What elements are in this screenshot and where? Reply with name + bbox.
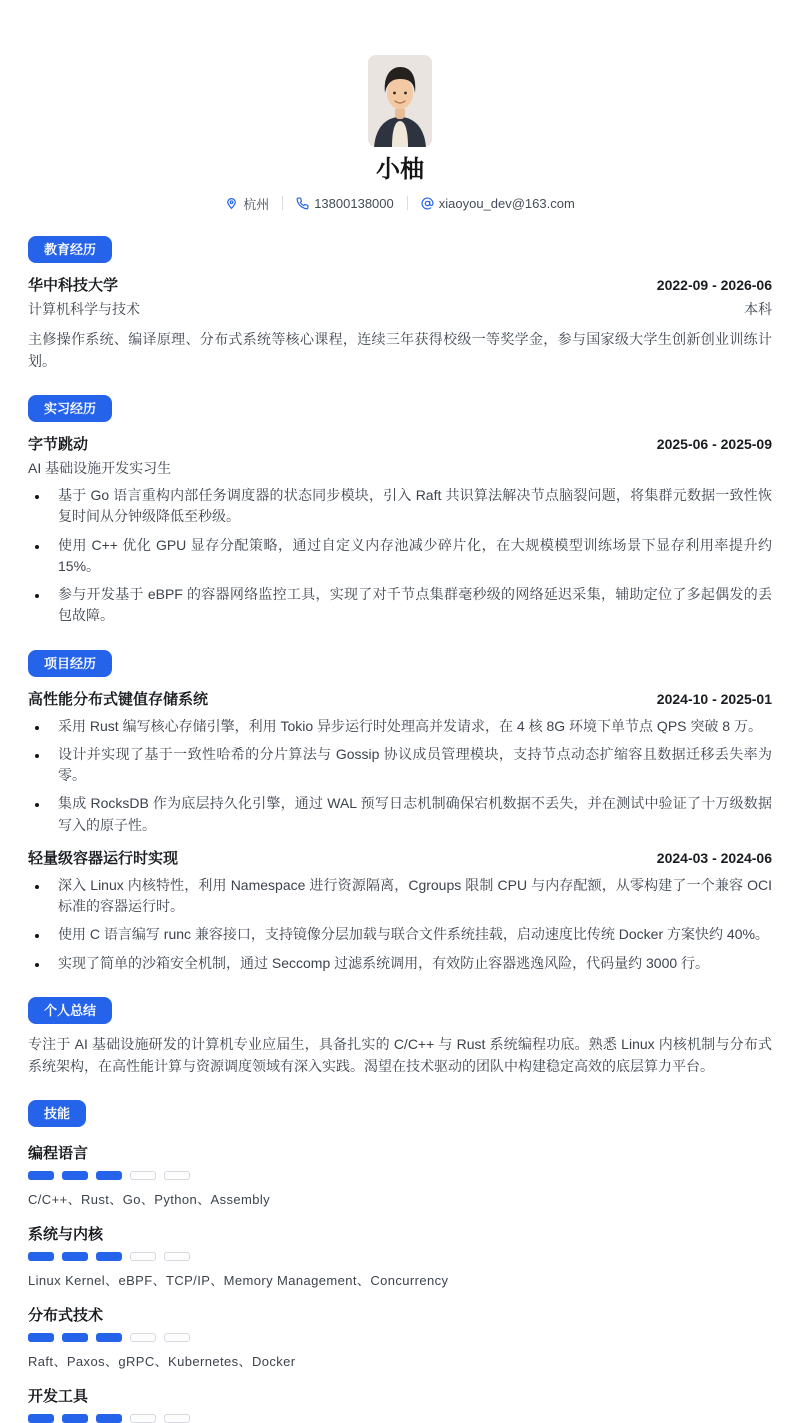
skill-group-name: 分布式技术	[28, 1307, 104, 1325]
bullet-item: • 基于 Go 语言重构内部任务调度器的状态同步模块，引入 Raft 共识算法解决节点脑裂问题，将集群元数据一致性恢复时间从分钟级降低至秒级。	[49, 485, 772, 528]
skill-square-empty	[164, 1252, 190, 1261]
skill-square-filled	[28, 1252, 54, 1261]
skill-square-filled	[96, 1414, 122, 1423]
profile-photo	[368, 55, 432, 147]
at-sign-icon	[421, 197, 434, 210]
bullet-item: • 集成 RocksDB 作为底层持久化引擎，通过 WAL 预写日志机制确保宕机数据不丢失，并在测试中验证了十万级数据写入的原子性。	[49, 793, 772, 836]
school-name: 华中科技大学	[28, 276, 119, 294]
contact-phone-text: 13800138000	[314, 195, 394, 211]
skill-square-empty	[164, 1171, 190, 1180]
skill-square-empty	[130, 1414, 156, 1423]
skill-square-filled	[62, 1414, 88, 1423]
section-badge-internship: 实习经历	[28, 395, 112, 422]
skill-square-empty	[130, 1252, 156, 1261]
skill-square-filled	[28, 1171, 54, 1180]
skill-square-empty	[164, 1414, 190, 1423]
contact-phone	[296, 196, 394, 211]
project-entry-header	[28, 847, 772, 868]
skill-square-filled	[62, 1252, 88, 1261]
phone-icon	[296, 197, 309, 210]
skill-items-text: Raft、Paxos、gRPC、Kubernetes、Docker	[28, 1354, 296, 1370]
profile-photo-illustration	[368, 55, 432, 147]
skill-group-name: 开发工具	[28, 1388, 89, 1406]
section-badge-skills: 技能	[28, 1100, 86, 1127]
skill-level-meter	[28, 1414, 772, 1423]
bullet-item: • 采用 Rust 编写核心存储引擎，利用 Tokio 异步运行时处理高并发请求，在 4 核 8G 环境下单节点 QPS 突破 8 万。	[49, 716, 772, 737]
project-title: 高性能分布式键值存储系统	[28, 690, 209, 708]
internship-entry-header	[28, 433, 772, 454]
location-pin-icon	[225, 197, 238, 210]
contact-location	[225, 194, 269, 213]
project-bullet-list	[28, 875, 772, 974]
bullet-item: • 实现了简单的沙箱安全机制，通过 Seccomp 过滤系统调用，有效防止容器逃逸风险，代码量约 3000 行。	[49, 953, 772, 974]
contact-location-text: 杭州	[243, 196, 270, 212]
contact-separator	[282, 196, 283, 210]
major-name: 计算机科学与技术	[28, 300, 140, 317]
skill-square-filled	[96, 1171, 122, 1180]
skill-group-distributed	[28, 1304, 772, 1370]
skill-square-filled	[96, 1252, 122, 1261]
project-date: 2024-03 - 2024-06	[656, 849, 772, 866]
degree-name: 本科	[744, 300, 772, 317]
role-name: AI 基础设施开发实习生	[28, 460, 172, 477]
skill-group-name: 系统与内核	[28, 1226, 104, 1244]
project-title: 轻量级容器运行时实现	[28, 849, 179, 867]
skill-level-meter	[28, 1333, 772, 1342]
project-bullet-list	[28, 716, 772, 836]
skill-square-filled	[62, 1171, 88, 1180]
bullet-item: • 设计并实现了基于一致性哈希的分片算法与 Gossip 协议成员管理模块，支持节点动态扩缩容且数据迁移丢失率为零。	[49, 744, 772, 787]
summary-text: 专注于 AI 基础设施研发的计算机专业应届生，具备扎实的 C/C++ 与 Rust 系统编程功底。熟悉 Linux 内核机制与分布式系统架构，在高性能计算与资源调度领域有深入实践。渴望在技术驱动的团队中构建稳定高效的底层算力平台。	[28, 1036, 772, 1075]
skill-group-dev-tools	[28, 1385, 772, 1423]
skill-items-text: Linux Kernel、eBPF、TCP/IP、Memory Management、Concurrency	[28, 1273, 449, 1289]
candidate-name: 小柚	[376, 156, 424, 183]
internship-bullet-list	[28, 485, 772, 627]
skill-square-empty	[130, 1333, 156, 1342]
section-badge-projects: 项目经历	[28, 650, 112, 677]
skill-level-meter	[28, 1252, 772, 1261]
bullet-item: • 参与开发基于 eBPF 的容器网络监控工具，实现了对千节点集群毫秒级的网络延迟采集，辅助定位了多起偶发的丢包故障。	[49, 584, 772, 627]
skill-square-filled	[96, 1333, 122, 1342]
company-name: 字节跳动	[28, 436, 89, 454]
skill-level-meter	[28, 1171, 772, 1180]
skill-square-filled	[28, 1414, 54, 1423]
project-date: 2024-10 - 2025-01	[656, 690, 772, 707]
education-description: 主修操作系统、编译原理、分布式系统等核心课程，连续三年获得校级一等奖学金，参与国家级大学生创新创业训练计划。	[28, 330, 772, 369]
skill-square-empty	[130, 1171, 156, 1180]
education-date: 2022-09 - 2026-06	[656, 276, 772, 293]
skill-group-name: 编程语言	[28, 1145, 89, 1163]
education-entry-header	[28, 274, 772, 295]
education-entry-subheader	[28, 299, 772, 319]
section-badge-education: 教育经历	[28, 236, 112, 263]
skill-group-systems-kernel	[28, 1223, 772, 1289]
contact-email-text: xiaoyou_dev@163.com	[438, 195, 575, 211]
section-badge-summary: 个人总结	[28, 997, 112, 1024]
bullet-item: • 深入 Linux 内核特性，利用 Namespace 进行资源隔离，Cgroups 限制 CPU 与内存配额，从零构建了一个兼容 OCI 标准的容器运行时。	[49, 875, 772, 918]
contact-separator	[407, 196, 408, 210]
skill-items-text: C/C++、Rust、Go、Python、Assembly	[28, 1192, 271, 1208]
skill-square-empty	[164, 1333, 190, 1342]
bullet-item: • 使用 C 语言编写 runc 兼容接口，支持镜像分层加载与联合文件系统挂载，启动速度比传统 Docker 方案快约 40%。	[49, 924, 772, 945]
skill-group-programming-languages	[28, 1142, 772, 1208]
bullet-item: • 使用 C++ 优化 GPU 显存分配策略，通过自定义内存池减少碎片化，在大规模模型训练场景下显存利用率提升约 15%。	[49, 535, 772, 578]
skill-square-filled	[62, 1333, 88, 1342]
project-entry-header	[28, 688, 772, 709]
internship-date: 2025-06 - 2025-09	[656, 436, 772, 453]
contact-row	[28, 194, 772, 213]
skill-square-filled	[28, 1333, 54, 1342]
internship-role	[28, 458, 772, 478]
contact-email	[421, 196, 575, 211]
